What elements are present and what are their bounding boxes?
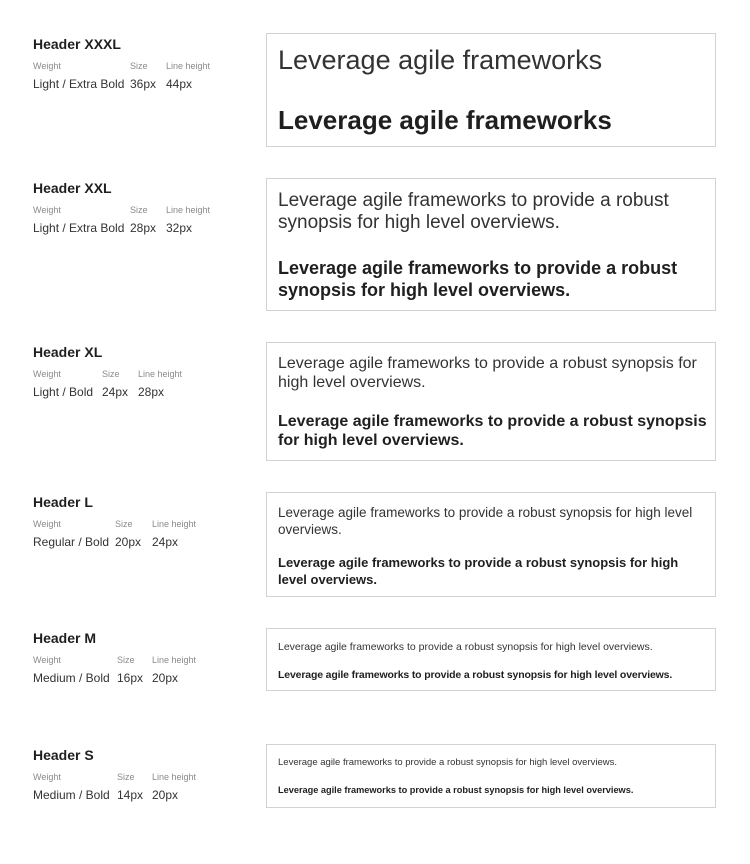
style-title: Header XXXL bbox=[33, 36, 121, 52]
weight-value: Light / Extra Bold bbox=[33, 221, 125, 235]
line-height-label: Line height bbox=[152, 772, 197, 782]
size-label: Size bbox=[130, 61, 148, 71]
line-height-label: Line height bbox=[152, 519, 197, 529]
size-value: 36px bbox=[130, 77, 157, 91]
sample-bold-text: Leverage agile frameworks to provide a robust synopsis for high level overviews. bbox=[278, 258, 678, 300]
style-spec bbox=[33, 518, 253, 548]
sample-light-text: Leverage agile frameworks bbox=[278, 45, 603, 75]
size-value: 24px bbox=[102, 385, 129, 399]
size-value: 16px bbox=[117, 671, 144, 685]
sample-light-text: Leverage agile frameworks to provide a robust synopsis for high level overviews. bbox=[278, 641, 653, 653]
style-meta bbox=[33, 343, 253, 398]
style-title: Header XXL bbox=[33, 180, 112, 196]
size-value: 20px bbox=[115, 535, 142, 549]
style-meta bbox=[33, 629, 253, 684]
size-label: Size bbox=[102, 369, 120, 379]
sample-bold-text: Leverage agile frameworks to provide a robust synopsis for high level overviews. bbox=[278, 413, 707, 449]
style-meta bbox=[33, 493, 253, 548]
sample-box bbox=[266, 492, 716, 597]
sample-light-text: Leverage agile frameworks to provide a robust synopsis for high level overviews. bbox=[278, 355, 697, 391]
sample-bold-text: Leverage agile frameworks bbox=[278, 105, 612, 135]
size-label: Size bbox=[117, 655, 135, 665]
line-height-value: 32px bbox=[166, 221, 193, 235]
line-height-value: 20px bbox=[152, 671, 179, 685]
line-height-label: Line height bbox=[138, 369, 183, 379]
line-height-label: Line height bbox=[152, 655, 197, 665]
size-value: 28px bbox=[130, 221, 157, 235]
style-title: Header M bbox=[33, 630, 97, 646]
weight-value: Medium / Bold bbox=[33, 671, 110, 685]
sample-light-text: Leverage agile frameworks to provide a robust synopsis for high level overviews. bbox=[278, 505, 693, 537]
size-value: 14px bbox=[117, 788, 144, 802]
style-spec bbox=[33, 771, 253, 801]
size-label: Size bbox=[130, 205, 148, 215]
style-meta bbox=[33, 746, 253, 801]
weight-value: Light / Bold bbox=[33, 385, 94, 399]
line-height-label: Line height bbox=[166, 61, 211, 71]
size-label: Size bbox=[117, 772, 135, 782]
sample-box bbox=[266, 628, 716, 691]
weight-label: Weight bbox=[33, 369, 61, 379]
line-height-value: 24px bbox=[152, 535, 179, 549]
style-meta bbox=[33, 179, 253, 234]
style-title: Header L bbox=[33, 494, 93, 510]
sample-box bbox=[266, 342, 716, 461]
size-label: Size bbox=[115, 519, 133, 529]
style-spec bbox=[33, 204, 253, 234]
line-height-label: Line height bbox=[166, 205, 211, 215]
style-meta bbox=[33, 35, 253, 90]
line-height-value: 28px bbox=[138, 385, 165, 399]
weight-label: Weight bbox=[33, 519, 61, 529]
sample-bold-text: Leverage agile frameworks to provide a robust synopsis for high level overviews. bbox=[278, 669, 673, 681]
sample-box bbox=[266, 178, 716, 311]
sample-light-text: Leverage agile frameworks to provide a robust synopsis for high level overviews. bbox=[278, 190, 669, 233]
weight-label: Weight bbox=[33, 61, 61, 71]
style-title: Header XL bbox=[33, 344, 103, 360]
weight-label: Weight bbox=[33, 205, 61, 215]
sample-bold-text: Leverage agile frameworks to provide a robust synopsis for high level overviews. bbox=[278, 555, 679, 587]
line-height-value: 44px bbox=[166, 77, 193, 91]
sample-light-text: Leverage agile frameworks to provide a robust synopsis for high level overviews. bbox=[278, 757, 617, 768]
style-title: Header S bbox=[33, 747, 94, 763]
line-height-value: 20px bbox=[152, 788, 179, 802]
weight-value: Regular / Bold bbox=[33, 535, 110, 549]
weight-label: Weight bbox=[33, 772, 61, 782]
sample-box bbox=[266, 744, 716, 808]
style-spec bbox=[33, 60, 253, 90]
weight-value: Medium / Bold bbox=[33, 788, 110, 802]
weight-value: Light / Extra Bold bbox=[33, 77, 125, 91]
sample-bold-text: Leverage agile frameworks to provide a robust synopsis for high level overviews. bbox=[278, 785, 634, 795]
sample-box bbox=[266, 33, 716, 147]
weight-label: Weight bbox=[33, 655, 61, 665]
style-spec bbox=[33, 654, 253, 684]
style-spec bbox=[33, 368, 253, 398]
